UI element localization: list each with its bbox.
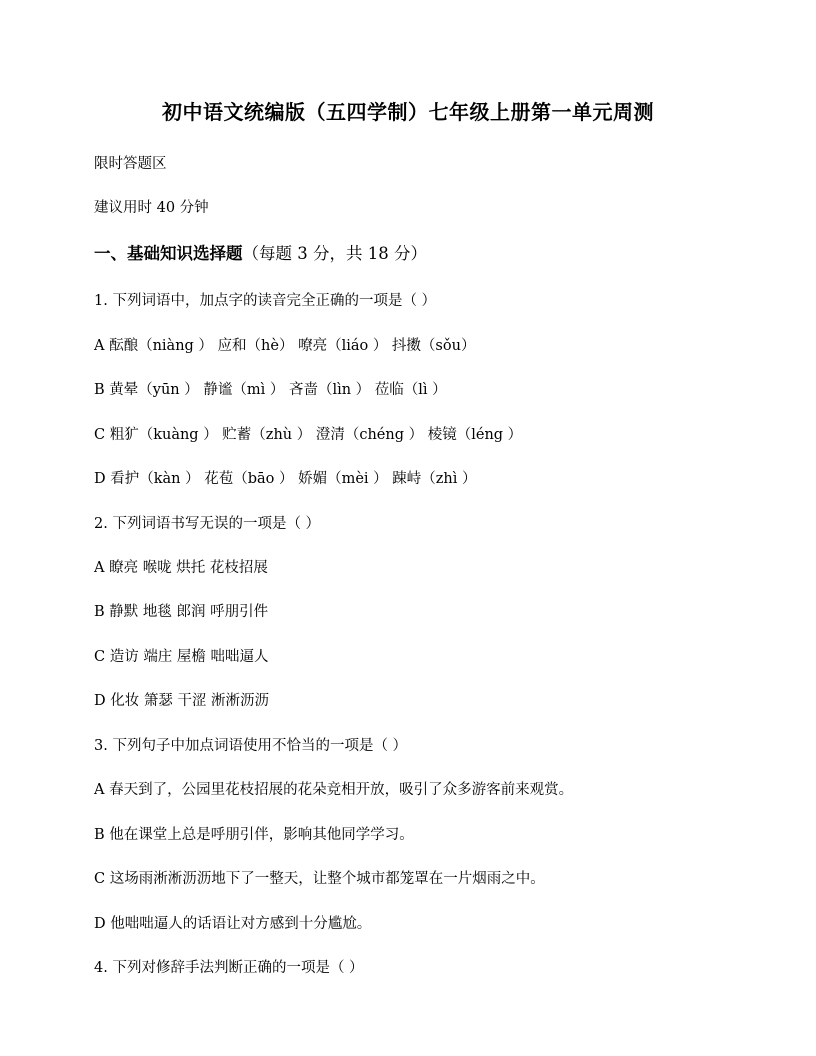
question-stem: 3. 下列句子中加点词语使用不恰当的一项是（ ） (94, 738, 408, 754)
question-option: B 他在课堂上总是呼朋引伴，影响其他同学学习。 (94, 827, 414, 843)
question-option: D 他咄咄逼人的话语让对方感到十分尴尬。 (94, 916, 372, 932)
question-option: C 粗犷（kuàng ） 贮蓄（zhù ） 澄清（chéng ） 棱镜（léng ） (94, 427, 523, 443)
document-title: 初中语文统编版（五四学制）七年级上册第一单元周测 (162, 100, 654, 124)
question-option: A 瞭亮 喉咙 烘托 花枝招展 (94, 560, 268, 576)
question-option: D 看护（kàn ） 花苞（bāo ） 娇媚（mèi ） 踈峙（zhì ） (94, 471, 477, 487)
question-option: A 酝酿（niàng ） 应和（hè） 嘹亮（liáo ） 抖擞（sǒu） (94, 338, 476, 354)
question-option: B 静默 地毯 郎润 呼朋引件 (94, 604, 269, 620)
section-heading-note: （每题 3 分，共 18 分） (242, 244, 427, 263)
question-stem: 4. 下列对修辞手法判断正确的一项是（ ） (94, 960, 364, 976)
question-option: C 造访 端庄 屋檐 咄咄逼人 (94, 649, 269, 665)
suggested-time-label: 建议用时 40 分钟 (94, 200, 209, 216)
question-option: B 黄晕（yūn ） 静谧（mì ） 吝啬（lìn ） 莅临（lì ） (94, 382, 447, 398)
question-stem: 2. 下列词语书写无误的一项是（ ） (94, 516, 321, 532)
question-option: C 这场雨淅淅沥沥地下了一整天，让整个城市都笼罩在一片烟雨之中。 (94, 871, 545, 887)
question-option: D 化妆 箫瑟 干涩 淅淅沥沥 (94, 693, 270, 709)
section-heading-title: 一、基础知识选择题 (94, 244, 243, 263)
time-limit-label: 限时答题区 (94, 156, 167, 172)
section-heading (94, 240, 427, 264)
question-option: A 春天到了，公园里花枝招展的花朵竞相开放，吸引了众多游客前来观赏。 (94, 782, 574, 798)
question-stem: 1. 下列词语中，加点字的读音完全正确的一项是（ ） (94, 293, 437, 309)
